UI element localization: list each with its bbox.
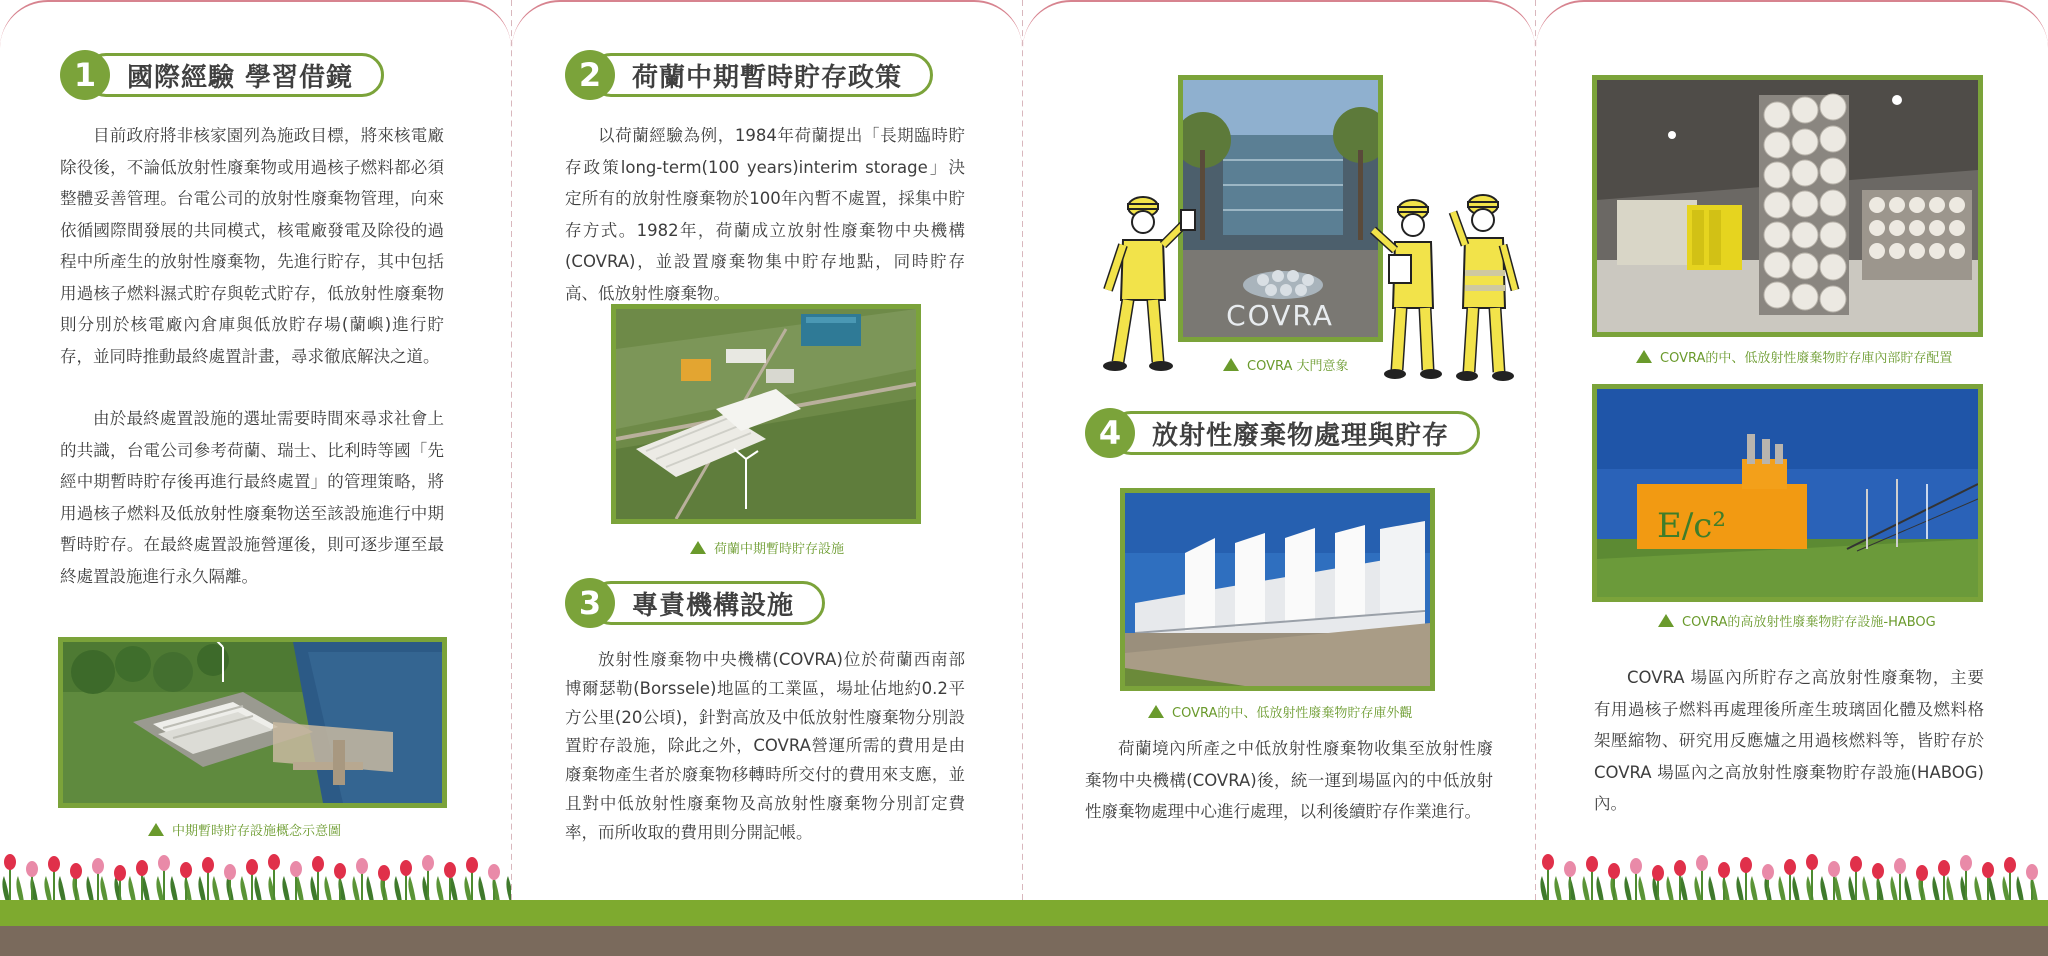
interim-storage-concept-image — [58, 637, 447, 808]
section-number-badge: 1 — [60, 50, 110, 100]
triangle-icon — [148, 823, 164, 836]
panel-3 — [1023, 0, 1535, 956]
tulip-flower — [1586, 856, 1598, 872]
tulip-flower — [180, 862, 192, 878]
soil-strip — [0, 926, 2048, 956]
tulip-leaf — [1638, 876, 1646, 902]
tulip-leaf — [1848, 876, 1856, 902]
image-caption — [1636, 347, 1952, 366]
grass-strip — [0, 900, 2048, 926]
tulip-leaf — [1974, 876, 1982, 902]
tulip-flower — [1718, 862, 1730, 878]
caption-text: COVRA的高放射性廢棄物貯存設施-HABOG — [1682, 615, 1936, 630]
section-4-heading — [1085, 408, 1480, 458]
tulip-leaf — [1680, 876, 1688, 902]
triangle-icon — [1223, 358, 1239, 371]
image-caption — [690, 538, 844, 557]
image-caption — [1148, 702, 1412, 721]
tulip-flower — [290, 861, 302, 877]
tulip-flower — [114, 865, 126, 881]
image-caption — [1223, 355, 1349, 374]
image-caption — [148, 820, 341, 839]
tulip-leaf — [1988, 876, 1996, 902]
tulip-leaf — [296, 876, 304, 902]
tulip-border-left — [0, 848, 511, 902]
tulip-flower — [1696, 855, 1708, 871]
paragraph: 以荷蘭經驗為例，1984年荷蘭提出「長期臨時貯存政策long-term(100 years)interim storage」決定所有的放射性廢棄物於100年內暫不處置，採集中貯存方式。1982年，荷蘭成立放射性廢棄物中央機構(COVRA)，並設置廢棄物集中貯存地點，同時貯存高、低放射性廢棄物。 — [565, 126, 965, 303]
tulip-flower — [1784, 859, 1796, 875]
worker-illustration-right — [1353, 190, 1535, 385]
tulip-leaf — [436, 876, 444, 902]
tulip-flower — [378, 865, 390, 881]
section-1-body — [60, 120, 444, 592]
tulip-leaf — [44, 876, 52, 902]
triangle-icon — [1148, 705, 1164, 718]
tulip-leaf — [450, 876, 458, 902]
tulip-leaf — [1666, 876, 1674, 902]
tulip-flower — [1542, 854, 1554, 870]
tulip-flower — [312, 856, 324, 872]
tulip-flower — [1872, 863, 1884, 879]
tulip-leaf — [1820, 876, 1828, 902]
paragraph: 目前政府將非核家園列為施政目標，將來核電廠除役後，不論低放射性廢棄物或用過核子燃料都必須整體妥善管理。台電公司的放射性廢棄物管理，向來依循國際間發展的共同模式，核電廠發電及除役的過程中所產生的放射性廢棄物，先進行貯存，其中包括用過核子燃料濕式貯存與乾式貯存，低放射性廢棄物則分別於核電廠內倉庫與低放貯存場(蘭嶼)進行貯存，並同時推動最終處置計畫，尋求徹底解決之道。 — [60, 126, 444, 366]
paragraph: 荷蘭境內所產之中低放射性廢棄物收集至放射性廢棄物中央機構(COVRA)後，統一運到場區內的中低放射性廢棄物處理中心進行處理，以利後續貯存作業進行。 — [1085, 739, 1493, 821]
tulip-leaf — [324, 876, 332, 902]
tulip-leaf — [1554, 876, 1562, 902]
tulip-flower — [334, 863, 346, 879]
svg-text:COVRA: COVRA — [1226, 299, 1334, 332]
paragraph: 由於最終處置設施的選址需要時間來尋求社會上的共識，台電公司參考荷蘭、瑞士、比利時等國「先經中期暫時貯存後再進行最終處置」的管理策略，將用過核子燃料及低放射性廢棄物送至該設施進行中期暫時貯存。在最終處置設施營運後，則可逐步運至最終處置設施進行永久隔離。 — [60, 409, 444, 586]
tulip-leaf — [1862, 876, 1870, 902]
tulip-flower — [26, 861, 38, 877]
paragraph: 放射性廢棄物中央機構(COVRA)位於荷蘭西南部博爾瑟勒(Borssele)地區的工業區，場址佔地約0.2平方公里(20公頃)，針對高放及中低放射性廢棄物分別設置貯存設施，除此之外，COVRA營運所需的費用是由廢棄物產生者於廢棄物移轉時所交付的費用來支應，並且對中低放射性廢棄物及高放射性廢棄物分別訂定費率，而所收取的費用則分開記帳。 — [565, 650, 965, 842]
worker-illustration-left — [1093, 190, 1203, 375]
section-1-heading — [60, 50, 384, 100]
panel-2 — [512, 0, 1022, 956]
tulip-leaf — [170, 876, 178, 902]
panel-4-body — [1594, 662, 1984, 820]
tulip-leaf — [240, 876, 248, 902]
triangle-icon — [1636, 350, 1652, 363]
tulip-flower — [1652, 865, 1664, 881]
triangle-icon — [690, 541, 706, 554]
image-caption — [1658, 611, 1936, 630]
panel-1 — [0, 0, 511, 956]
tulip-leaf — [156, 876, 164, 902]
caption-text: COVRA的中、低放射性廢棄物貯存庫外觀 — [1172, 706, 1413, 721]
tulip-leaf — [2, 876, 10, 902]
tulip-leaf — [198, 876, 206, 902]
tulip-leaf — [352, 876, 360, 902]
tulip-flower — [1828, 861, 1840, 877]
tulip-leaf — [310, 876, 318, 902]
tulip-leaf — [128, 876, 136, 902]
caption-text: 中期暫時貯存設施概念示意圖 — [172, 824, 342, 839]
section-number-badge: 4 — [1085, 408, 1135, 458]
tulip-flower — [246, 859, 258, 875]
section-3-body — [565, 646, 965, 848]
tulip-leaf — [1890, 876, 1898, 902]
tulip-flower — [1916, 865, 1928, 881]
low-level-storage-exterior-photo — [1120, 488, 1435, 691]
tulip-flower — [136, 860, 148, 876]
section-number-badge: 3 — [565, 578, 615, 628]
tulip-leaf — [1750, 876, 1758, 902]
panel-4 — [1536, 0, 2048, 956]
tulip-flower — [1564, 861, 1576, 877]
tulip-flower — [466, 857, 478, 873]
tulip-leaf — [282, 876, 290, 902]
tulip-flower — [92, 858, 104, 874]
tulip-flower — [1608, 863, 1620, 879]
tulip-leaf — [1834, 876, 1842, 902]
tulip-flower — [1674, 860, 1686, 876]
tulip-leaf — [1904, 876, 1912, 902]
habog-photo — [1597, 389, 1978, 597]
tulip-flower — [1850, 856, 1862, 872]
tulip-leaf — [1778, 876, 1786, 902]
tulip-leaf — [142, 876, 150, 902]
storage-exterior — [1125, 493, 1430, 686]
storage-interior-photo — [1592, 75, 1983, 337]
tulip-leaf — [464, 876, 472, 902]
tulip-flower — [2026, 864, 2038, 880]
tulip-leaf — [1582, 876, 1590, 902]
tulip-leaf — [1736, 876, 1744, 902]
tulip-flower — [488, 864, 500, 880]
caption-text: COVRA 大門意象 — [1247, 359, 1349, 374]
tulip-flower — [422, 855, 434, 871]
storage-interior — [1597, 80, 1978, 332]
tulip-border-right — [1538, 848, 2048, 902]
tulip-leaf — [478, 876, 486, 902]
tulip-leaf — [16, 876, 24, 902]
tulip-leaf — [1624, 876, 1632, 902]
triangle-icon — [1658, 614, 1674, 627]
section-2-heading — [565, 50, 933, 100]
tulip-leaf — [1596, 876, 1604, 902]
tulip-leaf — [1792, 876, 1800, 902]
tulip-flower — [356, 858, 368, 874]
tulip-leaf — [408, 876, 416, 902]
section-title: 放射性廢棄物處理與貯存 — [1109, 411, 1480, 455]
section-4-body — [1085, 733, 1493, 828]
concept-illustration — [63, 642, 442, 803]
tulip-flower — [1762, 864, 1774, 880]
habog-facility-photo — [1592, 384, 1983, 602]
section-3-heading — [565, 578, 825, 628]
tulip-leaf — [1932, 876, 1940, 902]
tulip-leaf — [1708, 876, 1716, 902]
tulip-flower — [202, 857, 214, 873]
svg-text:E/c²: E/c² — [1657, 506, 1726, 546]
tulip-flower — [1938, 860, 1950, 876]
tulip-leaf — [58, 876, 66, 902]
tulip-leaf — [394, 876, 402, 902]
tulip-flower — [1894, 858, 1906, 874]
tulip-leaf — [1694, 876, 1702, 902]
aerial-photo — [616, 309, 916, 519]
tulip-flower — [1630, 858, 1642, 874]
tulip-flower — [268, 854, 280, 870]
tulip-flower — [2004, 857, 2016, 873]
section-title: 國際經驗 學習借鏡 — [84, 53, 384, 97]
tulip-flower — [1960, 855, 1972, 871]
tulip-flower — [1806, 854, 1818, 870]
tulip-leaf — [2016, 876, 2024, 902]
caption-text: COVRA的中、低放射性廢棄物貯存庫內部貯存配置 — [1660, 351, 1953, 366]
tulip-leaf — [506, 876, 511, 902]
section-title: 荷蘭中期暫時貯存政策 — [589, 53, 933, 97]
tulip-leaf — [254, 876, 262, 902]
section-number-badge: 2 — [565, 50, 615, 100]
tulip-leaf — [212, 876, 220, 902]
tulip-flower — [400, 860, 412, 876]
tulip-flower — [48, 856, 60, 872]
tulip-leaf — [366, 876, 374, 902]
tulip-leaf — [86, 876, 94, 902]
tulip-leaf — [1540, 876, 1548, 902]
tulip-flower — [224, 864, 236, 880]
dutch-storage-facility-aerial-photo — [611, 304, 921, 524]
tulip-leaf — [100, 876, 108, 902]
section-title: 專責機構設施 — [589, 581, 825, 625]
tulip-leaf — [2002, 876, 2010, 902]
gate-photo — [1183, 80, 1378, 337]
paragraph: COVRA 場區內所貯存之高放射性廢棄物，主要有用過核子燃料再處理後所產生玻璃固化體及燃料格架壓縮物、研究用反應爐之用過核燃料等，皆貯存於 COVRA 場區內之高放射性廢棄物貯存設施(HABOG) 內。 — [1594, 668, 1984, 813]
tulip-leaf — [1946, 876, 1954, 902]
tulip-flower — [4, 854, 16, 870]
tulip-flower — [444, 862, 456, 878]
section-2-body — [565, 120, 965, 309]
caption-text: 荷蘭中期暫時貯存設施 — [714, 542, 845, 557]
tulip-flower — [1982, 862, 1994, 878]
tulip-flower — [158, 855, 170, 871]
tulip-flower — [1740, 857, 1752, 873]
tulip-flower — [70, 863, 82, 879]
